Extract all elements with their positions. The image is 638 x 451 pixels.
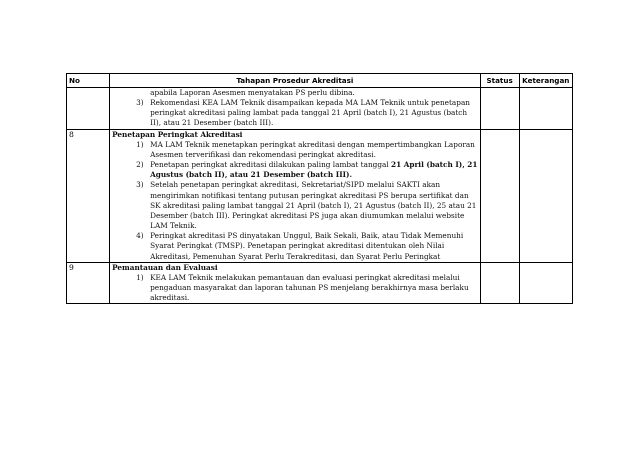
item-text: Penetapan peringkat akreditasi dilakukan paling lambat tanggal (150, 160, 391, 170)
item-text: MA LAM Teknik menetapkan peringkat akreditasi dengan mempertimbangkan Laporan Asesmen terverifikasi dan rekomendasi peringkat akreditasi. (150, 139, 475, 159)
list-item (112, 140, 478, 160)
item-text: Setelah penetapan peringkat akreditasi, Sekretariat/SIPD melalui SAKTI akan mengirimkan notifikasi tentang putusan peringkat akreditasi PS berupa sertifikat dan SK akreditasi paling lambat tanggal 21 April (batch I), 21 Agustus (batch II), 25 atau 21 Desember (batch III). Peringkat akreditasi PS juga akan diumumkan melalui website LAM Teknik. (150, 180, 477, 231)
section-title-8: Penetapan Peringkat Akreditasi (112, 129, 243, 139)
item-marker: 1) (136, 272, 144, 282)
document-page (66, 73, 573, 304)
list-item (112, 273, 478, 303)
list-item (112, 98, 478, 128)
cell-status (480, 88, 519, 130)
table-header-row (67, 74, 573, 88)
cell-keterangan (519, 88, 572, 130)
cell-tahapan-9 (110, 262, 481, 304)
cell-no-9: 9 (67, 262, 110, 304)
list-item (112, 231, 478, 261)
cell-tahapan-8 (110, 129, 481, 262)
item-text: Rekomendasi KEA LAM Teknik disampaikan kepada MA LAM Teknik untuk penetapan peringkat akreditasi paling lambat pada tanggal 21 April (batch I), 21 Agustus (batch II), atau 21 Desember (batch III). (150, 98, 470, 128)
accreditation-procedure-table (66, 73, 573, 304)
header-no: No (67, 74, 110, 88)
table-row-8 (67, 129, 573, 262)
item-marker: 3) (136, 180, 144, 190)
cell-keterangan (519, 129, 572, 262)
cell-keterangan (519, 262, 572, 304)
item-marker: 4) (136, 231, 144, 241)
table-row-9 (67, 262, 573, 304)
list-item (112, 160, 478, 180)
cell-no-8: 8 (67, 129, 110, 262)
item-marker: 3) (136, 98, 144, 108)
header-status: Status (480, 74, 519, 88)
cell-no-empty (67, 88, 110, 130)
item-marker: 1) (136, 139, 144, 149)
cell-status (480, 129, 519, 262)
table-row-continued (67, 88, 573, 130)
continued-text: apabila Laporan Asesmen menyatakan PS perlu dibina. (150, 88, 355, 97)
item-text-bold: 21 April (batch I), 21 Agustus (batch II), atau 21 Desember (batch III). (150, 160, 478, 180)
header-keterangan: Keterangan (519, 74, 572, 88)
section-title-9: Pemantauan dan Evaluasi (112, 262, 218, 272)
item-text: KEA LAM Teknik melakukan pemantauan dan evaluasi peringkat akreditasi melalui pengaduan masyarakat dan laporan tahunan PS menjelang berakhirnya masa berlaku akreditasi. (150, 272, 469, 303)
item-marker: 2) (136, 160, 144, 170)
header-tahapan: Tahapan Prosedur Akreditasi (110, 74, 481, 88)
item-text: Peringkat akreditasi PS dinyatakan Unggul, Baik Sekali, Baik, atau Tidak Memenuhi Syarat Peringkat (TMSP). Penetapan peringkat akreditasi ditentukan oleh Nilai Akreditasi, Pemenuhan Syarat Perlu Terakreditasi, dan Syarat Perlu Peringkat (150, 231, 464, 261)
cell-tahapan-continued (110, 88, 481, 130)
list-item (112, 180, 478, 231)
cell-status (480, 262, 519, 304)
